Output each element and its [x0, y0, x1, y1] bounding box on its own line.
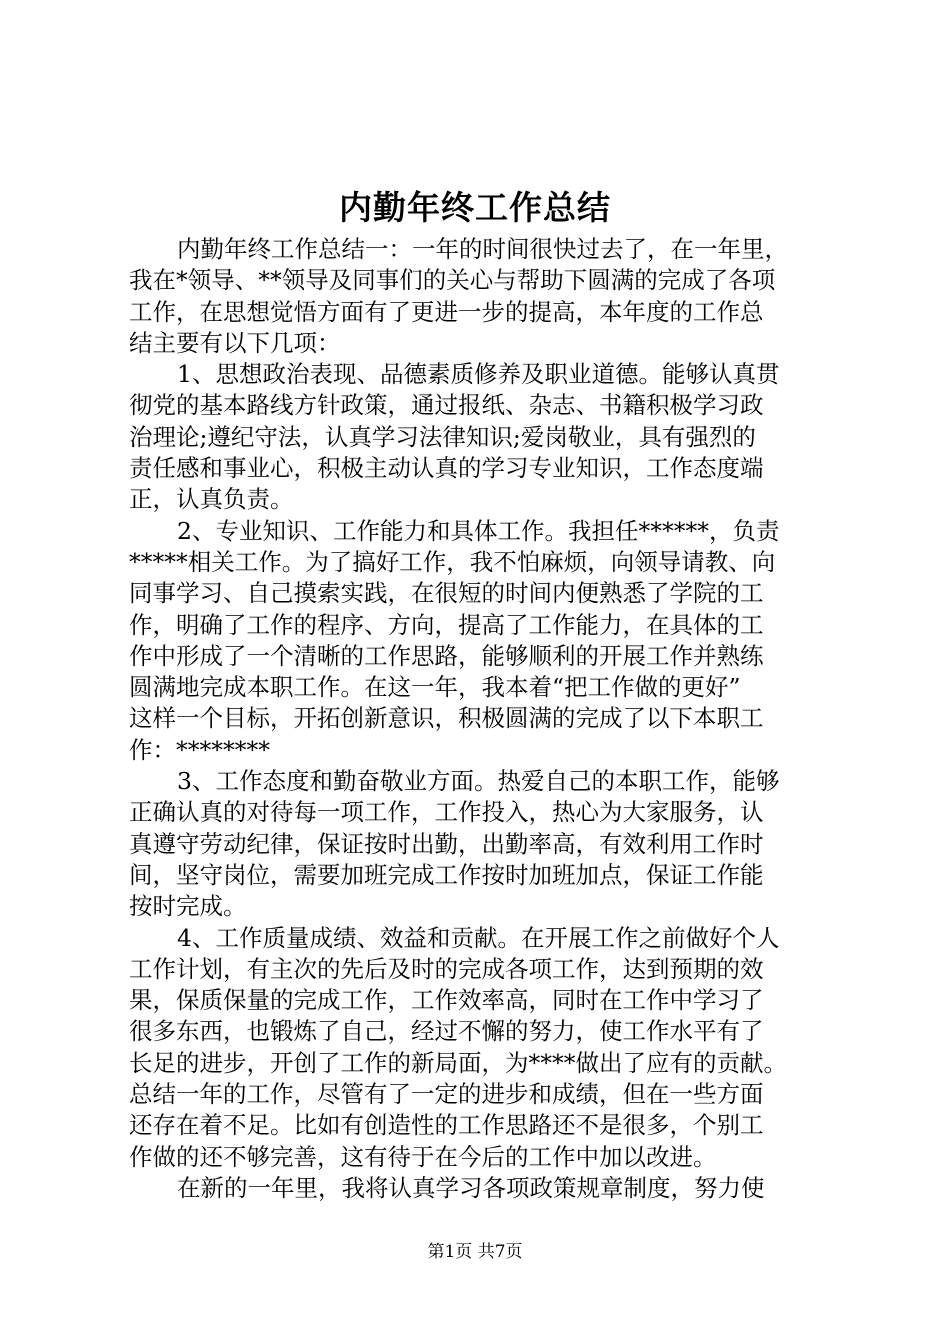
text-line: 这样一个目标，开拓创新意识，积极圆满的完成了以下本职工	[129, 704, 764, 733]
text-line: 真遵守劳动纪律，保证按时出勤，出勤率高，有效利用工作时	[129, 829, 764, 858]
document-body	[129, 234, 829, 1204]
text-line: 作做的还不够完善，这有待于在今后的工作中加以改进。	[129, 1142, 717, 1171]
text-line: 4、工作质量成绩、效益和贡献。在开展工作之前做好个人	[177, 923, 780, 952]
text-line: *****相关工作。为了搞好工作，我不怕麻烦，向领导请教、向	[129, 547, 776, 576]
text-line: 在新的一年里，我将认真学习各项政策规章制度，努力使	[177, 1173, 765, 1202]
text-line: 作：********	[129, 735, 270, 764]
page-footer: 第1页 共7页	[427, 1242, 523, 1262]
text-line: 还存在着不足。比如有创造性的工作思路还不是很多，个别工	[129, 1111, 764, 1140]
text-line: 治理论;遵纪守法，认真学习法律知识;爱岗敬业，具有强烈的	[129, 422, 756, 451]
text-line: 彻党的基本路线方针政策，通过报纸、杂志、书籍积极学习政	[129, 391, 764, 420]
text-line: 工作计划，有主次的先后及时的完成各项工作，达到预期的效	[129, 954, 764, 983]
text-line: 按时完成。	[129, 892, 247, 921]
text-line: 间，坚守岗位，需要加班完成工作按时加班加点，保证工作能	[129, 860, 764, 889]
text-line: 同事学习、自己摸索实践，在很短的时间内便熟悉了学院的工	[129, 579, 764, 608]
text-line: 结主要有以下几项：	[129, 328, 341, 357]
text-line: 责任感和事业心，积极主动认真的学习专业知识，工作态度端	[129, 454, 764, 483]
text-line: 工作，在思想觉悟方面有了更进一步的提高，本年度的工作总	[129, 297, 764, 326]
text-line: 1、思想政治表现、品德素质修养及职业道德。能够认真贯	[177, 360, 780, 389]
text-line: 3、工作态度和勤奋敬业方面。热爱自己的本职工作，能够	[177, 767, 780, 796]
text-line: 作，明确了工作的程序、方向，提高了工作能力，在具体的工	[129, 610, 764, 639]
text-line: 正确认真的对待每一项工作，工作投入，热心为大家服务，认	[129, 798, 764, 827]
text-line: 果，保质保量的完成工作，工作效率高，同时在工作中学习了	[129, 986, 764, 1015]
text-line: 圆满地完成本职工作。在这一年，我本着“把工作做的更好”	[129, 673, 741, 702]
text-line: 内勤年终工作总结一：一年的时间很快过去了，在一年里，	[177, 235, 788, 263]
text-line: 长足的进步，开创了工作的新局面，为****做出了应有的贡献。	[129, 1048, 787, 1077]
text-line: 作中形成了一个清晰的工作思路，能够顺利的开展工作并熟练	[129, 641, 764, 670]
text-line: 很多东西，也锻炼了自己，经过不懈的努力，使工作水平有了	[129, 1017, 764, 1046]
text-line: 正，认真负责。	[129, 485, 294, 514]
document-title: 内勤年终工作总结	[339, 188, 611, 227]
text-line: 2、专业知识、工作能力和具体工作。我担任******，负责	[177, 516, 780, 545]
text-line: 我在*领导、**领导及同事们的关心与帮助下圆满的完成了各项	[129, 266, 776, 295]
text-line: 总结一年的工作，尽管有了一定的进步和成绩，但在一些方面	[129, 1080, 764, 1109]
